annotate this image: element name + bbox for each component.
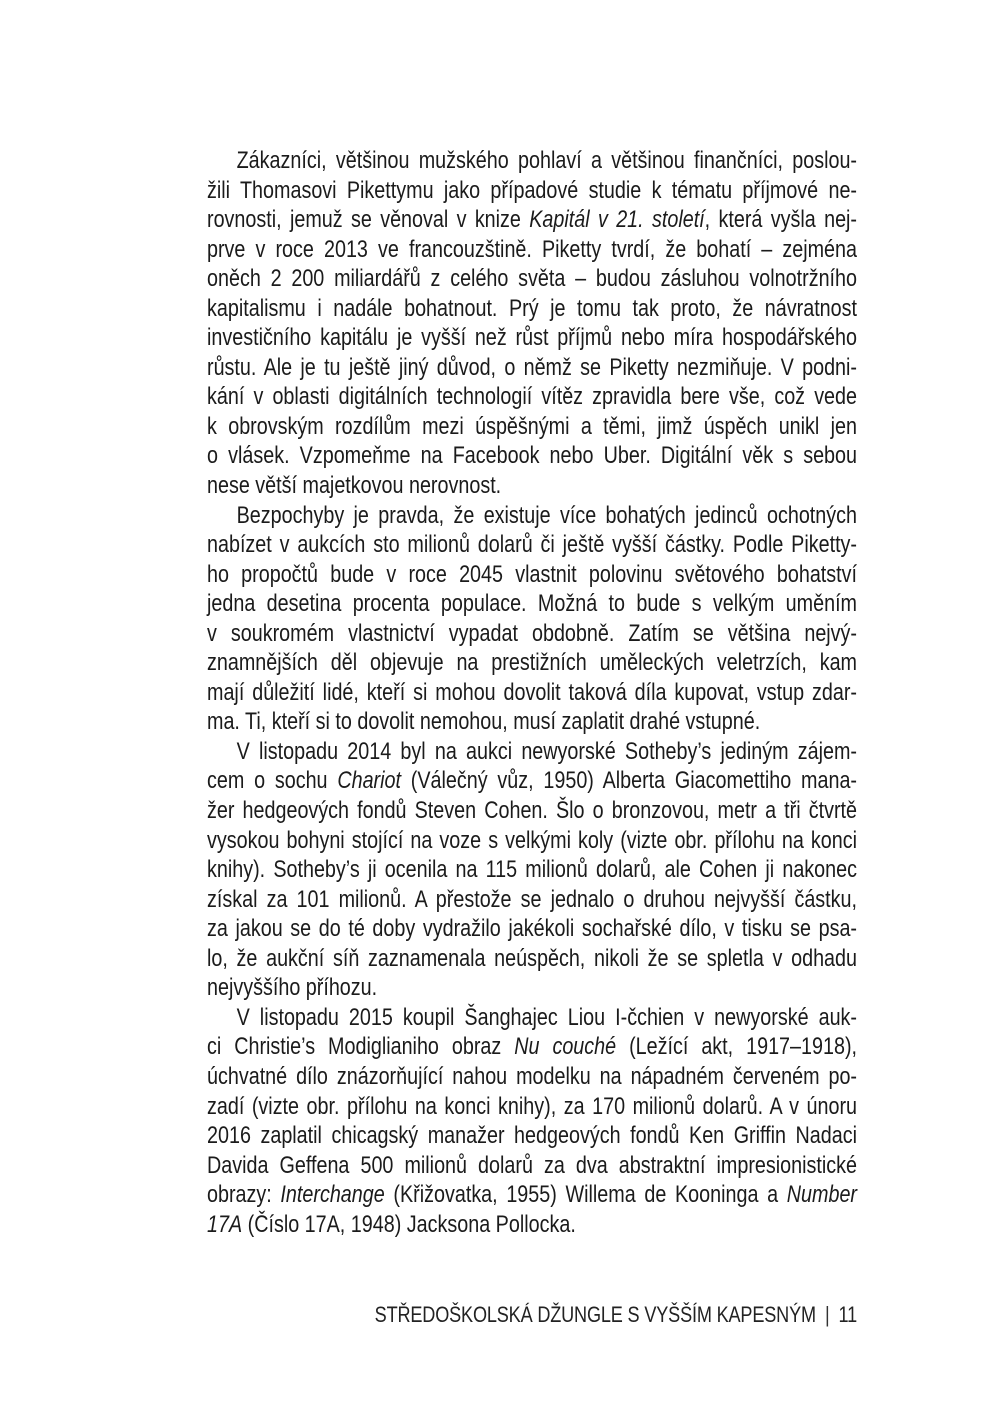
text-line xyxy=(207,855,857,885)
footer-separator: | xyxy=(824,1302,830,1327)
text-segment: kání v oblasti digitálních technologií vítěz zpravidla bere vše, což vede xyxy=(207,383,858,411)
italic-text-segment: 17A xyxy=(207,1210,243,1238)
text-line xyxy=(207,1003,857,1033)
text-line xyxy=(207,973,857,1003)
text-segment: rovnosti, jemuž se věnoval v knize xyxy=(207,206,530,234)
italic-text-segment: Kapitál v 21. století xyxy=(529,206,705,234)
text-segment: 2016 zaplatil chicagský manažer hedgeových fondů Ken Griffin Nadaci xyxy=(207,1122,858,1150)
text-line xyxy=(207,1210,857,1240)
text-segment: ma. Ti, kteří si to dovolit nemohou, musí zaplatit drahé vstupné. xyxy=(207,708,761,736)
italic-text-segment: Number xyxy=(786,1181,858,1209)
running-title: STŘEDOŠKOLSKÁ DŽUNGLE S VYŠŠÍM KAPESNÝM xyxy=(374,1302,816,1327)
text-line xyxy=(207,619,857,649)
text-line xyxy=(207,412,857,442)
text-segment: Davida Geffena 500 milionů dolarů za dva abstraktní impresionistické xyxy=(207,1151,858,1179)
text-line xyxy=(207,382,857,412)
text-line xyxy=(207,176,857,206)
text-line xyxy=(207,796,857,826)
italic-text-segment: Nu couché xyxy=(514,1033,617,1061)
text-segment: úchvatné dílo znázorňující nahou modelku na nápadném červeném po- xyxy=(207,1062,858,1090)
italic-text-segment: Chariot xyxy=(337,767,401,795)
text-line xyxy=(207,648,857,678)
text-segment: růstu. Ale je tu ještě jiný důvod, o němž se Piketty nezmiňuje. V podni- xyxy=(207,353,858,381)
text-line xyxy=(207,944,857,974)
italic-text-segment: Interchange xyxy=(280,1181,385,1209)
text-line xyxy=(207,1180,857,1210)
text-line xyxy=(207,560,857,590)
text-line xyxy=(207,826,857,856)
text-segment: cem o sochu xyxy=(207,767,338,795)
text-segment: v soukromém vlastnictví vypadat obdobně. Zatím se většina nejvý- xyxy=(207,619,858,647)
text-segment: nabízet v aukcích sto milionů dolarů či ještě vyšší částky. Podle Piketty- xyxy=(207,531,858,559)
text-line xyxy=(207,294,857,324)
text-segment: za jakou se do té doby vydražilo jakékoli sochařské dílo, v tisku se psa- xyxy=(207,915,858,943)
paragraph xyxy=(207,1003,857,1239)
paragraph xyxy=(207,737,857,1003)
text-segment: vysokou bohyni stojící na voze s velkými koly (vizte obr. přílohu na konci xyxy=(207,826,858,854)
text-segment: (Ležící akt, 1917–1918), xyxy=(616,1033,858,1061)
text-line xyxy=(207,501,857,531)
text-segment: zadí (vizte obr. přílohu na konci knihy), za 170 milionů dolarů. A v únoru xyxy=(207,1092,858,1120)
text-line xyxy=(207,530,857,560)
text-line xyxy=(207,885,857,915)
text-segment: získal za 101 milionů. A přestože se jednalo o druhou nejvyšší částku, xyxy=(207,885,858,913)
text-segment: Bezpochyby je pravda, že existuje více bohatých jedinců ochotných xyxy=(236,501,858,529)
text-segment: znamnějších děl objevuje na prestižních uměleckých veletrzích, kam xyxy=(207,649,858,677)
text-segment: (Číslo 17A, 1948) Jacksona Pollocka. xyxy=(242,1210,576,1238)
text-line xyxy=(207,766,857,796)
text-block xyxy=(207,146,857,1239)
text-line xyxy=(207,146,857,176)
text-segment: nese větší majetkovou nerovnost. xyxy=(207,472,502,500)
text-segment: , která vyšla nej- xyxy=(704,206,858,234)
text-line xyxy=(207,441,857,471)
text-line xyxy=(207,589,857,619)
text-line xyxy=(207,1121,857,1151)
text-segment: (Válečný vůz, 1950) Alberta Giacomettiho mana- xyxy=(400,767,858,795)
text-segment: žili Thomasovi Pikettymu jako případové studie k tématu příjmové ne- xyxy=(207,176,858,204)
text-segment: nejvyššího příhozu. xyxy=(207,974,378,1002)
text-segment: V listopadu 2015 koupil Šanghajec Liou I-čchien v newyorské auk- xyxy=(236,1003,858,1031)
text-segment: Zákazníci, většinou mužského pohlaví a většinou finančníci, poslou- xyxy=(236,147,858,174)
text-segment: jedna desetina procenta populace. Možná to bude s velkým uměním xyxy=(207,590,858,618)
text-segment: (Křižovatka, 1955) Willema de Kooninga a xyxy=(384,1181,787,1209)
text-line xyxy=(207,737,857,767)
text-segment: žer hedgeových fondů Steven Cohen. Šlo o bronzovou, metr a tři čtvrtě xyxy=(207,797,858,825)
text-segment: mají důležití lidé, kteří si mohou dovolit taková díla kupovat, vstup zdar- xyxy=(207,678,858,706)
page-footer xyxy=(207,1301,857,1329)
text-line xyxy=(207,1032,857,1062)
page-number: 11 xyxy=(838,1302,858,1327)
text-line xyxy=(207,1062,857,1092)
text-line xyxy=(207,1151,857,1181)
text-segment: ho propočtů bude v roce 2045 vlastnit polovinu světového bohatství xyxy=(207,560,858,588)
text-segment: oněch 2 200 miliardářů z celého světa – budou zásluhou volnotržního xyxy=(207,265,858,293)
text-segment: k obrovským rozdílům mezi úspěšnými a těmi, jimž úspěch unikl jen xyxy=(207,412,858,440)
text-line xyxy=(207,914,857,944)
text-segment: lo, že aukční síň zaznamenala neúspěch, nikoli že se spletla v odhadu xyxy=(207,944,858,972)
text-segment: prve v roce 2013 ve francouzštině. Piketty tvrdí, že bohatí – zejména xyxy=(207,235,858,263)
text-line xyxy=(207,353,857,383)
text-segment: investičního kapitálu je vyšší než růst příjmů nebo míra hospodářského xyxy=(207,324,858,352)
text-line xyxy=(207,323,857,353)
text-line xyxy=(207,205,857,235)
text-line xyxy=(207,235,857,265)
text-line xyxy=(207,707,857,737)
text-line xyxy=(207,264,857,294)
text-segment: kapitalismu i nadále bohatnout. Prý je tomu tak proto, že návratnost xyxy=(207,294,858,322)
text-segment: o vlásek. Vzpomeňme na Facebook nebo Uber. Digitální věk s sebou xyxy=(207,442,858,470)
paragraph xyxy=(207,501,857,737)
text-segment: ci Christie’s Modiglianiho obraz xyxy=(207,1033,515,1061)
paragraph xyxy=(207,146,857,501)
text-segment: obrazy: xyxy=(207,1181,281,1209)
text-line xyxy=(207,471,857,501)
text-segment: knihy). Sotheby’s ji ocenila na 115 milionů dolarů, ale Cohen ji nakonec xyxy=(207,856,858,884)
text-line xyxy=(207,678,857,708)
text-line xyxy=(207,1092,857,1122)
text-segment: V listopadu 2014 byl na aukci newyorské Sotheby’s jediným zájem- xyxy=(236,737,858,765)
